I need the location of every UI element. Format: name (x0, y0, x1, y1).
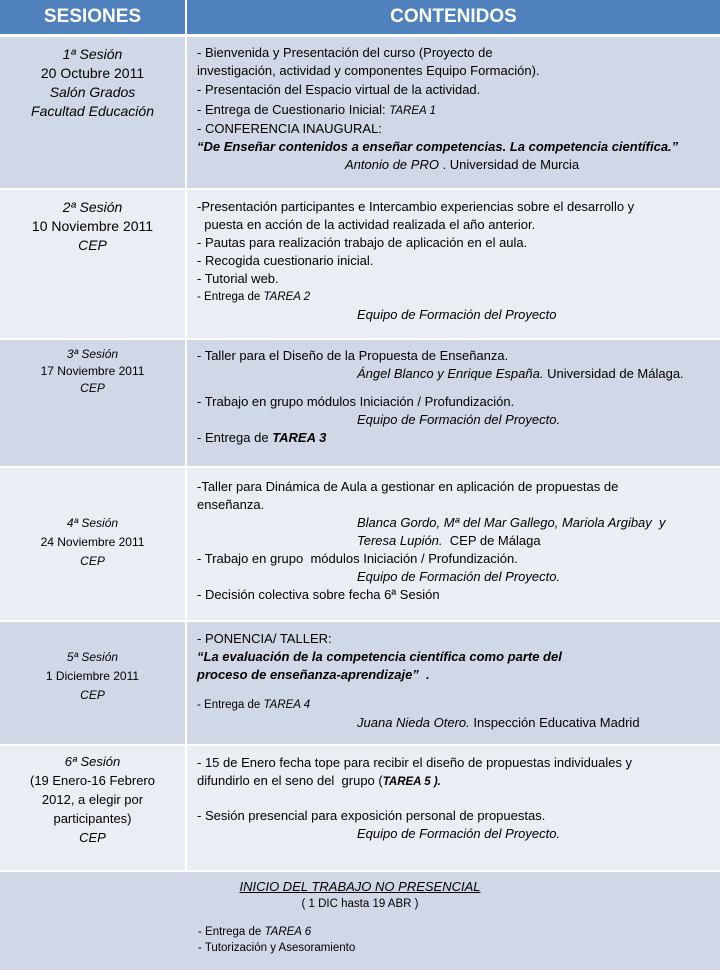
content-line: - 15 de Enero fecha tope para recibir el diseño de propuestas individuales y (197, 754, 633, 770)
footer-title: INICIO DEL TRABAJO NO PRESENCIAL (239, 878, 481, 894)
footer-line: - Tutorización y Asesoramiento (198, 941, 356, 954)
session-date: 24 Noviembre 2011 (40, 534, 145, 549)
content-line: difundirlo en el seno del grupo (TAREA 5 ). (197, 772, 441, 788)
content-line: - Entrega de TAREA 3 (197, 429, 327, 445)
session-date: (19 Enero-16 Febrero (29, 772, 155, 788)
content-line: - Entrega de Cuestionario Inicial: TAREA 1 (197, 102, 436, 117)
header-contenidos: CONTENIDOS (186, 0, 720, 36)
session-date: 20 Octubre 2011 (40, 65, 145, 81)
content-cell-2 (186, 189, 720, 339)
content-line: - Presentación del Espacio virtual de la actividad. (197, 82, 481, 97)
session-row-2 (0, 189, 720, 339)
session-place: CEP (80, 687, 105, 702)
content-line: - Trabajo en grupo módulos Iniciación / Profundización. (197, 550, 518, 566)
speaker-line: Teresa Lupión. CEP de Málaga (357, 532, 541, 548)
session-cell-3 (0, 339, 186, 467)
speaker-line: Equipo de Formación del Proyecto. (357, 411, 561, 427)
content-line: - Pautas para realización trabajo de aplicación en el aula. (197, 234, 528, 250)
content-line: -Taller para Dinámica de Aula a gestionar en aplicación de propuestas de (197, 478, 619, 494)
content-cell-6 (186, 745, 720, 871)
session-place: CEP (78, 236, 107, 253)
speaker-line: Blanca Gordo, Mª del Mar Gallego, Mariola Argibay y (357, 514, 666, 530)
session-number: 6ª Sesión (64, 753, 121, 769)
content-line: -Presentación participantes e Intercambio experiencias sobre el desarrollo y (197, 198, 635, 214)
content-line: - PONENCIA/ TALLER: (197, 630, 332, 646)
content-line: enseñanza. (197, 496, 265, 512)
session-number: 2ª Sesión (62, 198, 123, 215)
ponencia-title: “La evaluación de la competencia científica como parte del (197, 648, 562, 664)
session-cell-4 (0, 467, 186, 621)
content-line: - CONFERENCIA INAUGURAL: (197, 121, 382, 136)
footer-row (0, 871, 720, 971)
footer-range: ( 1 DIC hasta 19 ABR ) (301, 897, 419, 910)
session-place: Facultad Educación (31, 103, 154, 119)
speaker-line: Juana Nieda Otero. Inspección Educativa Madrid (357, 714, 640, 730)
content-line: investigación, actividad y componentes Equipo Formación). (197, 63, 540, 78)
content-line: - Recogida cuestionario inicial. (197, 252, 374, 268)
session-row-6 (0, 745, 720, 871)
content-cell-4 (186, 467, 720, 621)
speaker-line: Equipo de Formación del Proyecto. (357, 825, 561, 841)
content-cell-1 (186, 36, 720, 189)
session-date: participantes) (53, 810, 132, 826)
content-line: - Sesión presencial para exposición personal de propuestas. (197, 807, 546, 823)
session-place: CEP (80, 553, 105, 568)
session-number: 4ª Sesión (66, 515, 119, 530)
session-row-1 (0, 36, 720, 189)
session-row-5 (0, 621, 720, 745)
session-date: 2012, a elegir por (41, 791, 144, 807)
speaker-line: Ángel Blanco y Enrique España. Universidad de Málaga. (357, 365, 684, 381)
content-cell-5 (186, 621, 720, 745)
session-number: 5ª Sesión (66, 649, 119, 664)
footer-cell (0, 871, 720, 971)
session-date: 17 Noviembre 2011 (40, 363, 145, 378)
header-sesiones: SESIONES (0, 0, 186, 36)
session-cell-6 (0, 745, 186, 871)
session-cell-2 (0, 189, 186, 339)
content-line: - Tutorial web. (197, 270, 279, 286)
content-line: - Trabajo en grupo módulos Iniciación / Profundización. (197, 393, 515, 409)
content-line: - Decisión colectiva sobre fecha 6ª Sesión (197, 586, 440, 602)
footer-line: - Entrega de TAREA 6 (198, 925, 312, 938)
session-row-3 (0, 339, 720, 467)
content-line: puesta en acción de la actividad realizada el año anterior. (197, 216, 536, 232)
session-number: 1ª Sesión (62, 46, 123, 62)
session-date: 1 Diciembre 2011 (45, 668, 140, 683)
content-line: - Taller para el Diseño de la Propuesta de Enseñanza. (197, 347, 509, 363)
session-cell-5 (0, 621, 186, 745)
speaker-line: Antonio de PRO . Universidad de Murcia (345, 157, 580, 172)
header-row (0, 0, 720, 36)
speaker-line: Equipo de Formación del Proyecto (357, 306, 557, 322)
content-line: - Entrega de TAREA 2 (197, 290, 311, 303)
session-place: Salón Grados (49, 84, 136, 100)
content-line: - Entrega de TAREA 4 (197, 698, 311, 711)
session-place: CEP (79, 829, 106, 845)
session-date: 10 Noviembre 2011 (31, 217, 154, 234)
content-line: - Bienvenida y Presentación del curso (Proyecto de (197, 45, 493, 60)
conference-title: “De Enseñar contenidos a enseñar competencias. La competencia científica.” (197, 139, 679, 154)
session-place: CEP (80, 380, 105, 395)
ponencia-title: proceso de enseñanza-aprendizaje” . (197, 666, 430, 682)
content-cell-3 (186, 339, 720, 467)
session-cell-1 (0, 36, 186, 189)
session-row-4 (0, 467, 720, 621)
session-number: 3ª Sesión (66, 346, 119, 361)
speaker-line: Equipo de Formación del Proyecto. (357, 568, 561, 584)
